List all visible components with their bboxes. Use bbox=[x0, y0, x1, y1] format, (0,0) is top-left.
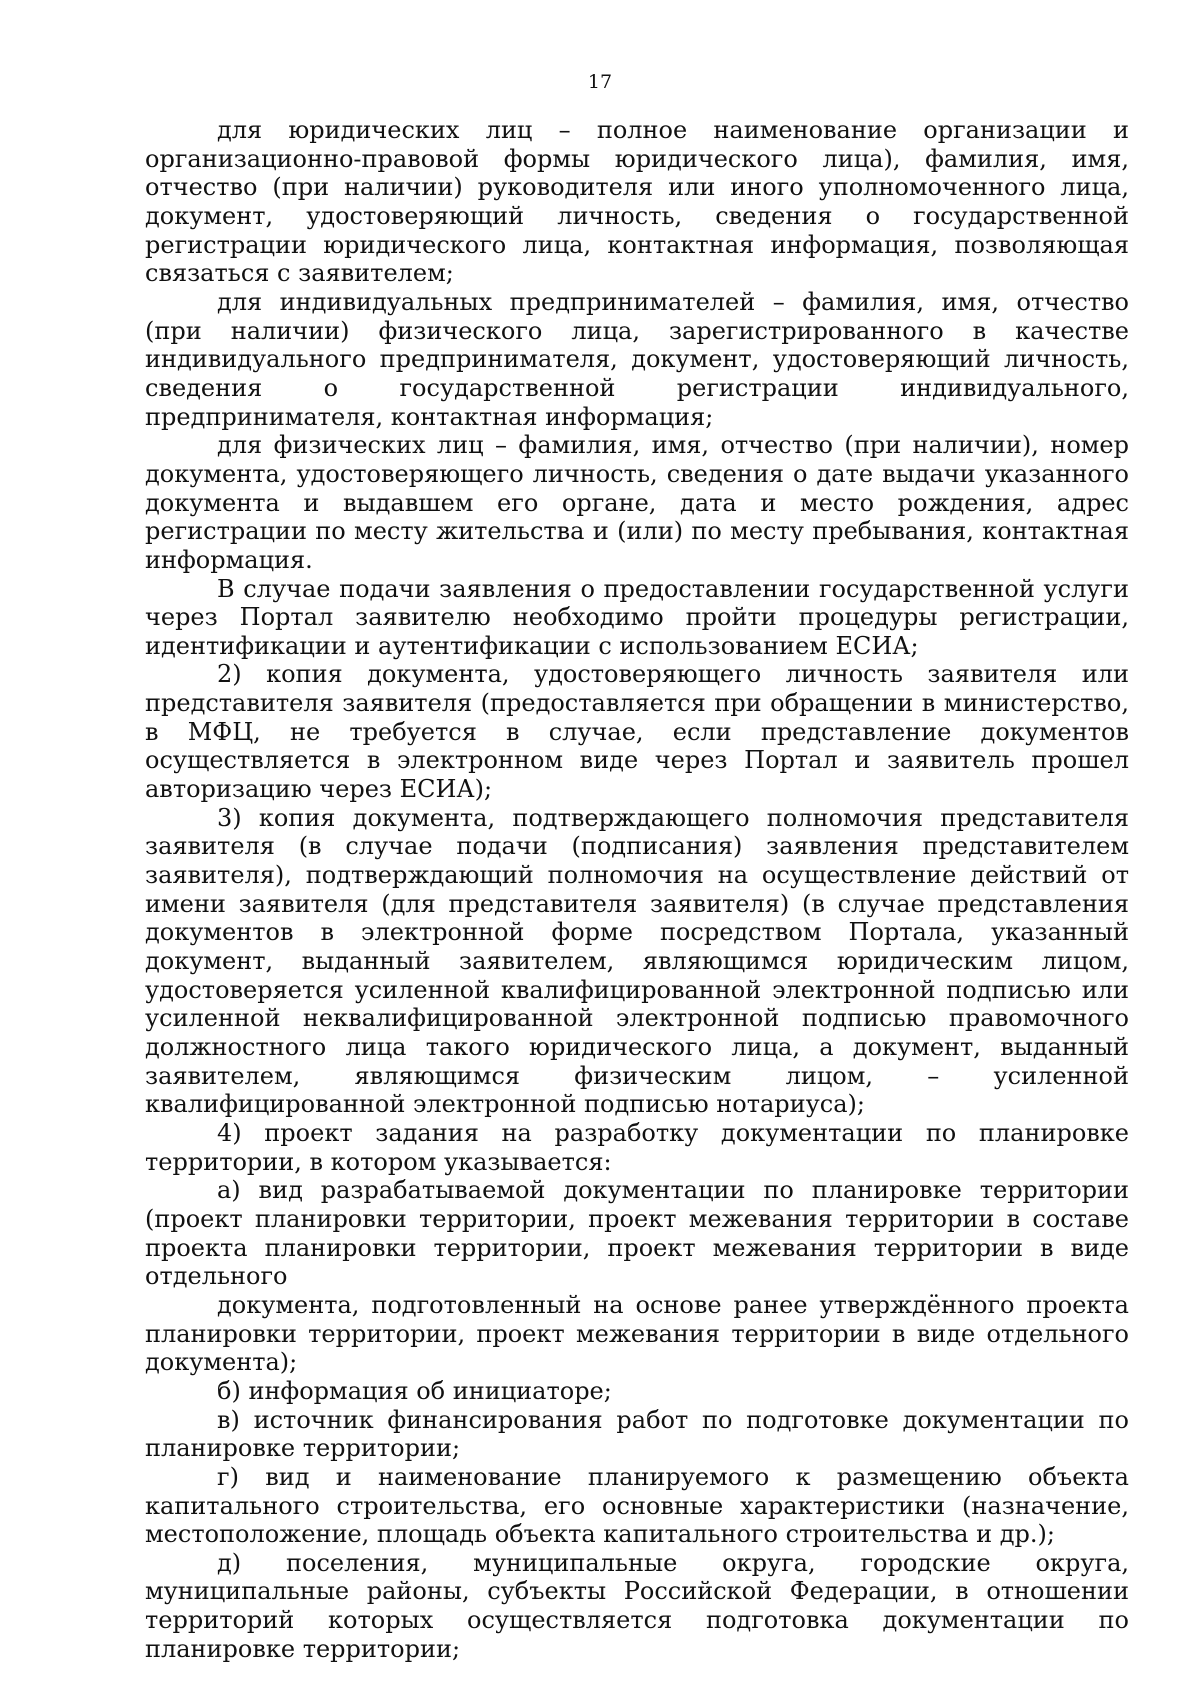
paragraph-item-3: 3) копия документа, подтверждающего полномочия представителя заявителя (в случае подачи (подписания) заявления представителем заявителя), подтверждающий полномочия на осуществление действий от имени заявителя (для представителя заявителя) (в случае представления документов в электронной форме посредством Портала, указанный документ, выданный заявителем, являющимся юридическим лицом, удостоверяется усиленной квалифицированной электронной подписью или усиленной неквалифицированной электронной подписью правомочного должностного лица такого юридического лица, а документ, выданный заявителем, являющимся физическим лицом, – усиленной квалифицированной электронной подписью нотариуса); bbox=[145, 803, 1129, 1119]
paragraph-individual-entrepreneurs: для индивидуальных предпринимателей – фамилия, имя, отчество (при наличии) физического лица, зарегистрированного в качестве индивидуального предпринимателя, документ, удостоверяющий личность, сведения о государственной регистрации индивидуального, предпринимателя, контактная информация; bbox=[145, 287, 1129, 431]
paragraph-legal-entities: для юридических лиц – полное наименование организации и организационно-правовой формы юридического лица), фамилия, имя, отчество (при наличии) руководителя или иного уполномоченного лица, документ, удостоверяющий личность, сведения о государственной регистрации юридического лица, контактная информация, позволяющая связаться с заявителем; bbox=[145, 116, 1129, 288]
document-body bbox=[145, 116, 1129, 1663]
paragraph-subitem-g: г) вид и наименование планируемого к размещению объекта капитального строительства, его основные характеристики (назначение, местоположение, площадь объекта капитального строительства и др.); bbox=[145, 1462, 1129, 1549]
paragraph-subitem-a-continued: документа, подготовленный на основе ранее утверждённого проекта планировки территории, проект межевания территории в виде отдельного документа); bbox=[145, 1290, 1129, 1377]
paragraph-subitem-b: б) информация об инициаторе; bbox=[217, 1376, 612, 1405]
page-number: 17 bbox=[587, 71, 613, 93]
paragraph-subitem-v: в) источник финансирования работ по подготовке документации по планировке территории; bbox=[145, 1405, 1129, 1463]
paragraph-subitem-a: а) вид разрабатываемой документации по планировке территории (проект планировки территории, проект межевания территории в составе проекта планировки территории, проект межевания территории в виде отдельного bbox=[145, 1176, 1129, 1291]
paragraph-portal-registration: В случае подачи заявления о предоставлении государственной услуги через Портал заявителю необходимо пройти процедуры регистрации, идентификации и аутентификации с использованием ЕСИА; bbox=[145, 574, 1129, 660]
paragraph-item-4: 4) проект задания на разработку документации по планировке территории, в котором указывается: bbox=[145, 1118, 1129, 1176]
paragraph-item-2: 2) копия документа, удостоверяющего личность заявителя или представителя заявителя (предоставляется при обращении в министерство, в МФЦ, не требуется в случае, если представление документов осуществляется в электронном виде через Портал и заявитель прошел авторизацию через ЕСИА); bbox=[145, 660, 1129, 804]
paragraph-individuals: для физических лиц – фамилия, имя, отчество (при наличии), номер документа, удостоверяющего личность, сведения о дате выдачи указанного документа и выдавшем его органе, дата и место рождения, адрес регистрации по месту жительства и (или) по месту пребывания, контактная информация. bbox=[145, 431, 1129, 574]
paragraph-subitem-d: д) поселения, муниципальные округа, городские округа, муниципальные районы, субъекты Российской Федерации, в отношении территорий которых осуществляется подготовка документации по планировке территории; bbox=[145, 1548, 1129, 1663]
